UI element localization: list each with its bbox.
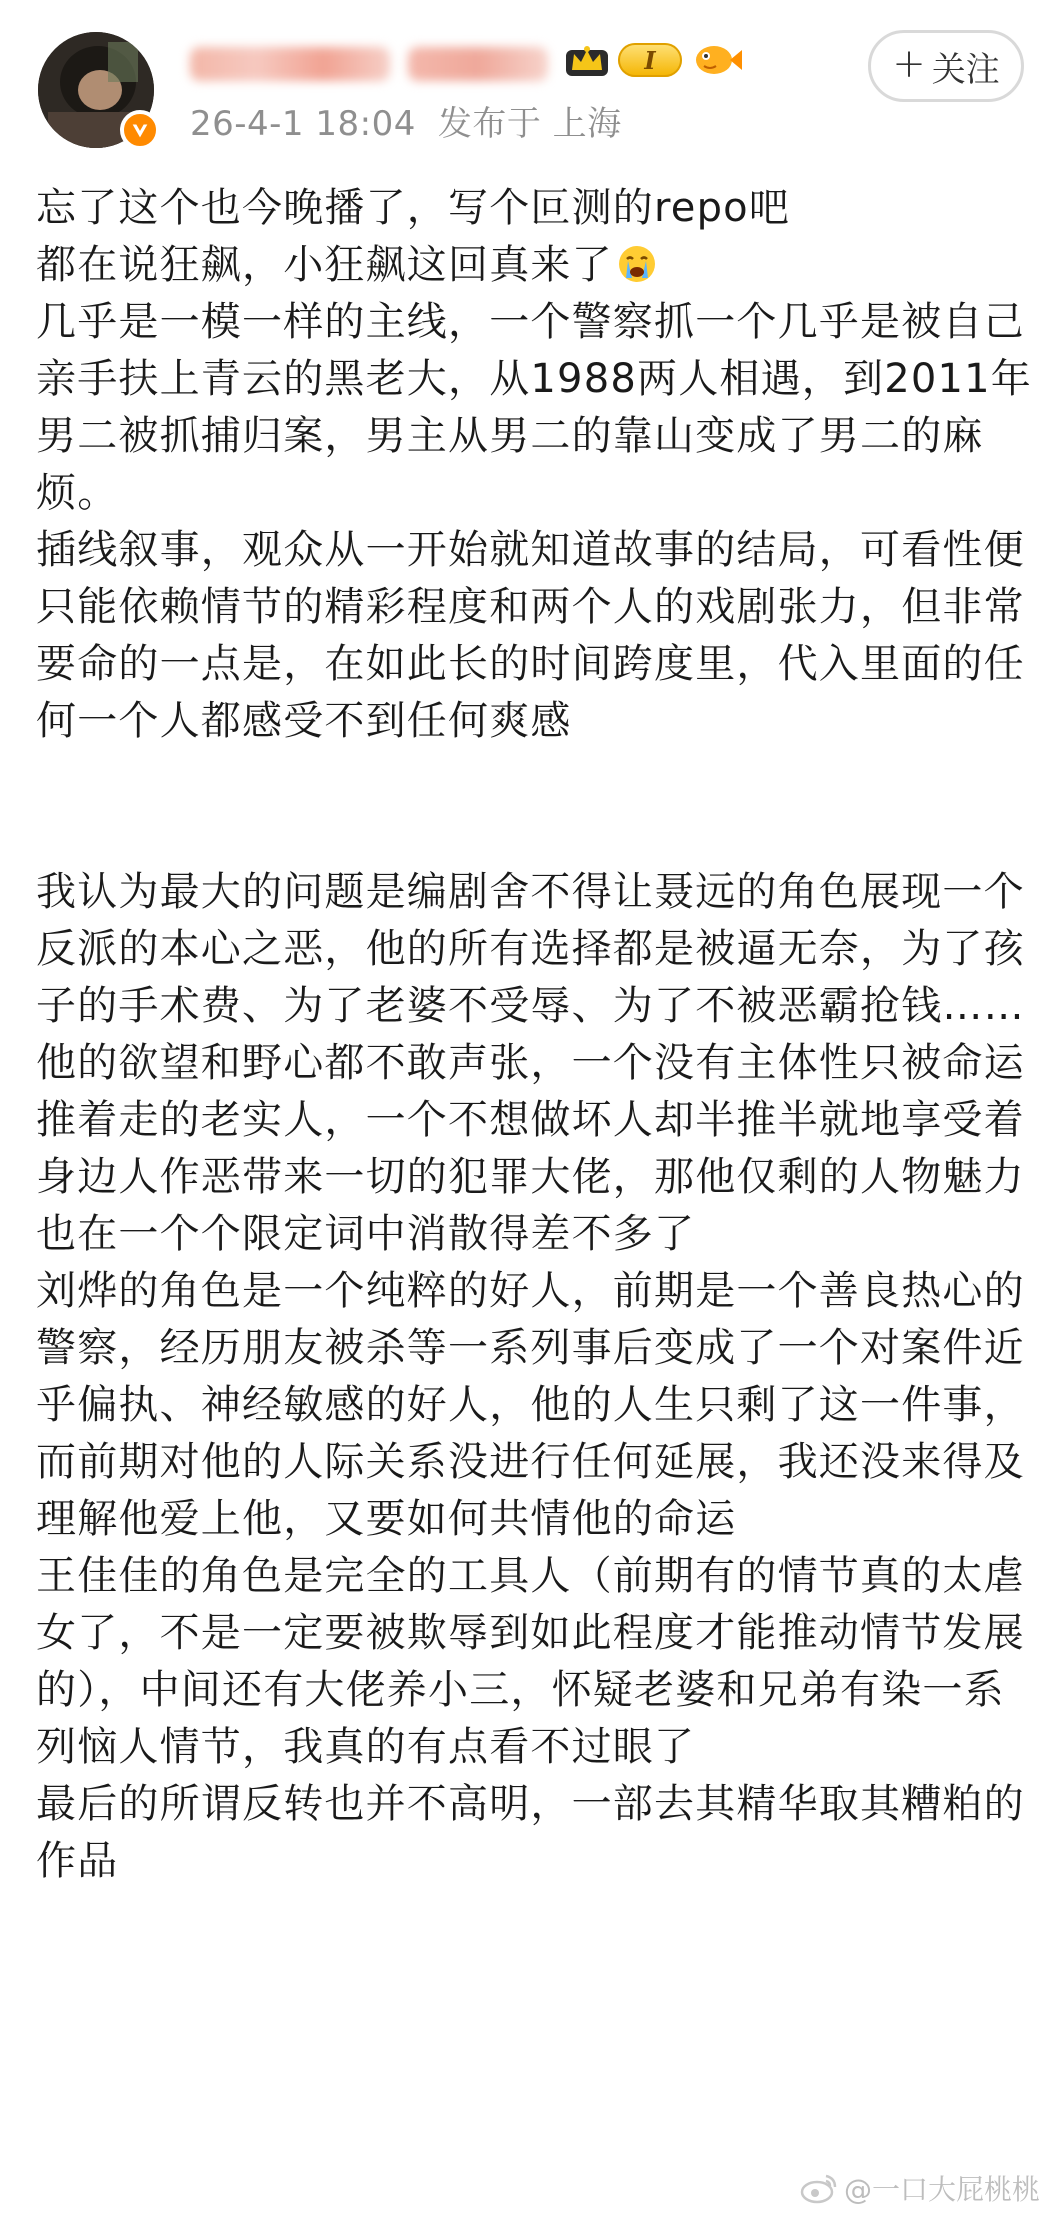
post-content	[36, 180, 1036, 1890]
crying-face-icon	[617, 244, 657, 284]
follow-label: 关注	[931, 49, 1000, 90]
post-paragraph	[36, 237, 1036, 294]
verified-badge-icon	[120, 110, 160, 150]
watermark-text: @一口大屁桃桃	[843, 2173, 1040, 2206]
post-header	[0, 0, 1060, 160]
fish-icon	[690, 40, 742, 80]
blank-line	[36, 807, 1036, 864]
post-paragraph: 几乎是一模一样的主线，一个警察抓一个几乎是被自己亲手扶上青云的黑老大，从1988两人相遇，到2011年男二被抓捕归案，男主从男二的靠山变成了男二的麻烦。	[36, 299, 1032, 516]
plus-icon: +	[892, 41, 926, 87]
username-redacted[interactable]	[190, 38, 548, 90]
post-paragraph: 我认为最大的问题是编剧舍不得让聂远的角色展现一个反派的本心之恶，他的所有选择都是被逼无奈，为了孩子的手术费、为了老婆不受辱、为了不被恶霸抢钱……他的欲望和野心都不敢声张，一个没有主体性只被命运推着走的老实人，一个不想做坏人却半推半就地享受着身边人作恶带来一切的犯罪大佬，那他仅剩的人物魅力也在一个个限定词中消散得差不多了	[36, 869, 1025, 1257]
user-badges	[564, 40, 742, 80]
post-location: 发布于 上海	[437, 104, 622, 144]
post-paragraph: 最后的所谓反转也并不高明，一部去其精华取其糟粕的作品	[36, 1781, 1025, 1884]
username-blur-part	[190, 47, 390, 81]
follow-button[interactable]	[868, 30, 1024, 102]
post-paragraph: 忘了这个也今晚播了，写个叵测的repo吧	[36, 185, 791, 231]
post-paragraph-text: 都在说狂飙，小狂飙这回真来了	[36, 242, 613, 288]
post-paragraph: 王佳佳的角色是完全的工具人（前期有的情节真的太虐女了，不是一定要被欺辱到如此程度才能推动情节发展的），中间还有大佬养小三，怀疑老婆和兄弟有染一系列恼人情节，我真的有点看不过眼了	[36, 1553, 1025, 1770]
level-badge: I	[618, 43, 682, 77]
watermark	[800, 2168, 1040, 2208]
weibo-logo-icon	[800, 2172, 838, 2204]
crown-icon	[564, 40, 610, 80]
post-meta	[190, 102, 622, 146]
post-paragraph: 刘烨的角色是一个纯粹的好人，前期是一个善良热心的警察，经历朋友被杀等一系列事后变成了一个对案件近乎偏执、神经敏感的好人，他的人生只剩了这一件事，而前期对他的人际关系没进行任何延展，我还没来得及理解他爱上他，又要如何共情他的命运	[36, 1268, 1025, 1542]
blank-line	[36, 750, 1036, 807]
post-paragraph: 插线叙事，观众从一开始就知道故事的结局，可看性便只能依赖情节的精彩程度和两个人的戏剧张力，但非常要命的一点是，在如此长的时间跨度里，代入里面的任何一个人都感受不到任何爽感	[36, 527, 1025, 744]
username-blur-part	[408, 47, 548, 81]
post-timestamp: 26-4-1 18:04	[190, 104, 416, 144]
